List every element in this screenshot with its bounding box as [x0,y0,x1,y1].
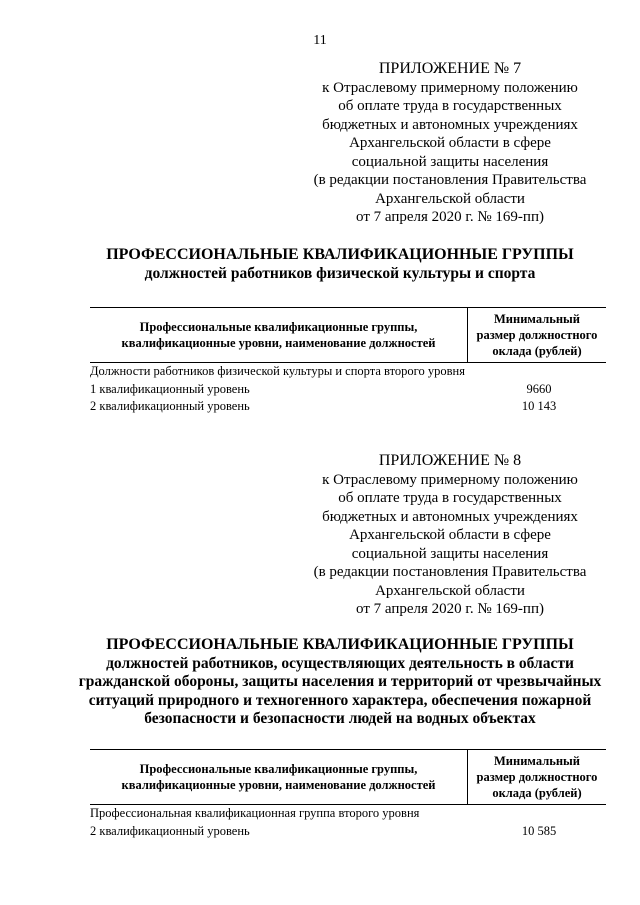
appendix-line: Архангельской области в сфере [349,527,551,543]
appendix-line: бюджетных и автономных учреждениях [322,508,578,525]
header-salary-line: размер должностного [476,328,598,342]
section-heading-8 [60,636,620,729]
row-level: 1 квалификационный уровень [90,381,250,396]
row-level: 2 квалификационный уровень [90,399,250,413]
header-salary [468,750,606,804]
header-salary-line: Минимальный [494,754,580,768]
header-salary-line: Минимальный [494,312,580,326]
row-level: 2 квалификационный уровень [90,823,250,838]
header-positions-line: Профессиональные квалификационные группы, [139,762,418,776]
header-positions [90,750,468,804]
appendix-line: Архангельской области [375,190,525,207]
salary-table-7 [90,307,606,416]
appendix-title: ПРИЛОЖЕНИЕ № 8 [378,452,522,469]
heading-sub: гражданской обороны, защиты населения и территорий от чрезвычайных [78,673,602,690]
table-group-row: Профессиональная квалификационная группа второго уровня [90,806,420,820]
appendix-line: бюджетных и автономных учреждениях [322,116,578,133]
table-row [90,398,606,416]
row-value: 10 585 [521,823,557,838]
heading-main: ПРОФЕССИОНАЛЬНЫЕ КВАЛИФИКАЦИОННЫЕ ГРУППЫ [106,246,574,263]
header-salary-line: оклада (рублей) [492,786,582,800]
appendix-title: ПРИЛОЖЕНИЕ № 7 [378,60,522,77]
appendix-7-block [300,60,600,227]
page-number: 11 [313,33,327,48]
heading-sub: ситуаций природного и техногенного характера, обеспечения пожарной [88,691,592,709]
header-salary-line: оклада (рублей) [492,344,582,358]
appendix-line: от 7 апреля 2020 г. № 169-пп) [356,601,544,617]
header-positions-line: Профессиональные квалификационные группы, [139,320,418,334]
row-value: 9660 [526,381,552,396]
appendix-line: к Отраслевому примерному положению [322,79,578,96]
header-positions [90,308,468,362]
table-row [90,381,606,399]
appendix-line: Архангельской области в сфере [349,135,551,151]
appendix-line: социальной защиты населения [351,545,549,562]
appendix-line: от 7 апреля 2020 г. № 169-пп) [356,209,544,225]
header-positions-line: квалификационные уровни, наименование должностей [121,336,436,350]
heading-sub: должностей работников, осуществляющих деятельность в области [106,654,574,672]
heading-main: ПРОФЕССИОНАЛЬНЫЕ КВАЛИФИКАЦИОННЫЕ ГРУППЫ [106,636,574,653]
appendix-line: к Отраслевому примерному положению [322,471,578,488]
section-heading-7 [60,246,620,283]
appendix-8-block [300,452,600,619]
appendix-line: Архангельской области [375,582,525,599]
table-group-row: Должности работников физической культуры и спорта второго уровня [90,364,465,378]
header-positions-line: квалификационные уровни, наименование должностей [121,778,436,792]
appendix-line: об оплате труда в государственных [338,490,562,506]
header-salary [468,308,606,362]
table-header [90,749,606,805]
header-salary-line: размер должностного [476,770,598,784]
heading-sub: безопасности и безопасности людей на водных объектах [144,710,536,727]
appendix-line: (в редакции постановления Правительства [313,564,587,580]
salary-table-8 [90,749,606,840]
table-header [90,307,606,363]
appendix-line: об оплате труда в государственных [338,98,562,114]
appendix-line: (в редакции постановления Правительства [313,172,587,188]
table-row [90,823,606,841]
row-value: 10 143 [521,399,557,413]
heading-sub: должностей работников физической культуры и спорта [144,264,536,282]
appendix-line: социальной защиты населения [351,153,549,170]
